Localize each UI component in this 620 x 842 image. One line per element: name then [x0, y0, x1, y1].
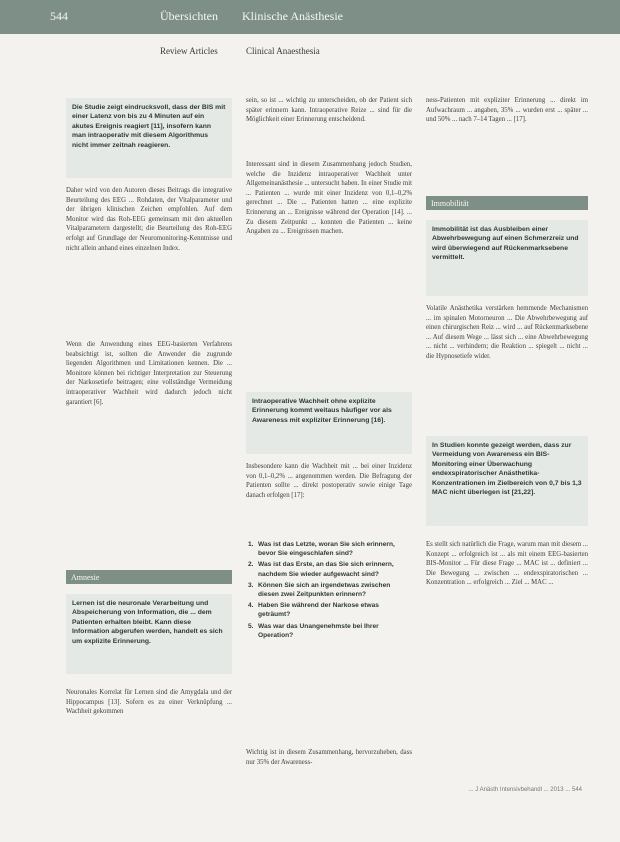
paragraph: Interessant sind in diesem Zusammenhang jedoch Studien, welche die Inzidenz intraoperativer Wachheit unter Allgemeinanästhesie ... untersucht haben. In einer Studie mit ... Patienten ... wurde mit einer Inzidenz von 0,1–0,2% gerechnet ... Die ... Patienten hatten ... eine explizite Erinnerung an ... Ereignisse während der Operation [14]. ... Zu diesem Zeitpunkt ... konnten die Patienten ... keine Angaben zu ... Ereignissen machen. — [246, 161, 412, 236]
column-3-text-a — [426, 96, 588, 125]
section-left: Übersichten — [160, 9, 218, 23]
column-1-text-c — [66, 688, 232, 717]
paragraph: Daher wird von den Autoren dieses Beitrags die integrative Beurteilung des EEG ... Rohdaten, der Vitalparameter und der übrigen klinischen Zeichen empfohlen. Auf dem Monitor wird das Roh-EEG gemeinsam mit den aktuellen Vitalparametern dargestellt; die Beurteilung des Roh-EEG erfolgt auf Grundlage der Neuromonitoring-Kenntnisse und nicht allein anhand eines einzelnen Index. — [66, 187, 232, 252]
paragraph: Neuronales Korrelat für Lernen sind die Amygdala und der Hippocampus [13]. Sofern es zu einer Verknüpfung ... Wachheit gekommen — [66, 689, 232, 716]
paragraph: Insbesondere kann die Wachheit mit ... bei einer Inzidenz von 0,1–0,2% ... angenommen werden. Die Befragung der Patienten sollte ... direkt postoperativ sowie einige Tage danach erfolgen [17]: — [246, 463, 412, 499]
page-number: 544 — [50, 9, 68, 23]
page-footer: ... J Anästh Intensivbehandl ... 2013 ... 544 — [468, 787, 582, 793]
paragraph: Wichtig ist in diesem Zusammenhang, hervorzuheben, dass nur 35% der Awareness- — [246, 749, 412, 766]
column-1-text-b — [66, 340, 232, 407]
highlight-box-immobility: Immobilität ist das Ausbleiben einer Abwehrbewegung auf einen Schmerzreiz und wird überwiegend auf Rückenmarksebene vermittelt. — [426, 220, 588, 296]
paragraph: Wenn die Anwendung eines EEG-basierten Verfahrens beabsichtigt ist, sollten die Anwender die zugrunde liegenden Algorithmen und Limitationen kennen. Die ... Monitore können bei richtiger Interpretation zur Steuerung der Narkosetiefe beitragen; eine vollständige Vermeidung intraoperativer Wachheit wird dadurch jedoch nicht garantiert [6]. — [66, 341, 232, 406]
sub-left: Review Articles — [160, 46, 218, 56]
paragraph: ness-Patienten mit expliziter Erinnerung ... direkt im Aufwachraum ... angaben, 35% ... wurden erst ... später ... und 50% ... nach 7–14 Tagen ... [17]. — [426, 97, 588, 124]
highlight-box-learning: Lernen ist die neuronale Verarbeitung und Abspeicherung von Information, die ... dem Patienten erhalten bleibt. Kann diese Information abgerufen werden, handelt es sich um explizite Erinnerung. — [66, 594, 232, 674]
highlight-box-bis-study: In Studien konnte gezeigt werden, dass zur Vermeidung von Awareness ein BIS-Monitoring einer Überwachung endexspiratorischer Anästhetika-Konzentrationen im Zielbereich von 0,7 bis 1,3 MAC nicht überlegen ist [21,22]. — [426, 436, 588, 526]
list-item: 1. Was ist das Letzte, woran Sie sich erinnern, bevor Sie eingeschlafen sind? — [248, 541, 395, 558]
highlight-box-latency: Die Studie zeigt eindrucksvoll, dass der BIS mit einer Latenz von bis zu 4 Minuten auf ein akutes Ereignis reagiert [11], insofern kann man intraoperativ mit diesem Algorithmus nicht immer zeitnah reagieren. — [66, 98, 232, 178]
column-2-text-d — [246, 748, 412, 767]
column-2-text-c — [246, 462, 412, 500]
list-item: 4. Haben Sie während der Narkose etwas geträumt? — [248, 602, 379, 619]
list-item: 5. Was war das Unangenehmste bei Ihrer Operation? — [248, 622, 379, 639]
section-right: Klinische Anästhesie — [242, 9, 343, 23]
highlight-box-wakefulness: Intraoperative Wachheit ohne explizite Erinnerung kommt weitaus häufiger vor als Awareness mit expliziter Erinnerung [16]. — [246, 392, 412, 454]
paragraph: sein, so ist ... wichtig zu unterscheiden, ob der Patient sich später erinnern kann. Intraoperative Reize ... sind für die Möglichkeit einer Erinnerung entscheidend. — [246, 97, 412, 124]
paragraph: Es stellt sich natürlich die Frage, warum man mit diesem ... Konzept ... erfolgreich ist ... als mit einem EEG-basierten BIS-Monitor ... Für diese Frage ... MAC ist ... definiert ... Die Bewegung ... zwischen ... endexspiratorischen ... Konzentration ... erfolgreich ... Ziel ... MAC ... — [426, 541, 588, 587]
section-heading-immobilitaet: Immobilität — [426, 196, 588, 210]
column-1-text-a — [66, 186, 232, 253]
list-item: 3. Können Sie sich an irgendetwas zwischen diesen zwei Zeitpunkten erinnern? — [248, 581, 391, 599]
interview-question-list — [248, 540, 408, 642]
paragraph: Volatile Anästhetika verstärken hemmende Mechanismen ... im spinalen Motorneuron ... Die Abwehrbewegung auf einen chirurgischen Reiz ... wird ... auf Rückenmarksebene ... Auf diesem Wege ... lässt sich ... eine Abwehrbewegung ... nicht ... verhindern; die Reaktion ... spiegelt ... nicht ... die Hypnosetiefe wider. — [426, 305, 588, 360]
list-item: 2. Was ist das Erste, an das Sie sich erinnern, nachdem Sie wieder aufgewacht sind? — [248, 561, 394, 578]
page-header — [0, 0, 620, 34]
column-2-text-a — [246, 96, 412, 125]
sub-right: Clinical Anaesthesia — [246, 46, 320, 56]
section-heading-amnesie: Amnesie — [66, 570, 232, 584]
column-3-text-b — [426, 304, 588, 362]
column-3-text-c — [426, 540, 588, 588]
column-2-text-b — [246, 160, 412, 237]
